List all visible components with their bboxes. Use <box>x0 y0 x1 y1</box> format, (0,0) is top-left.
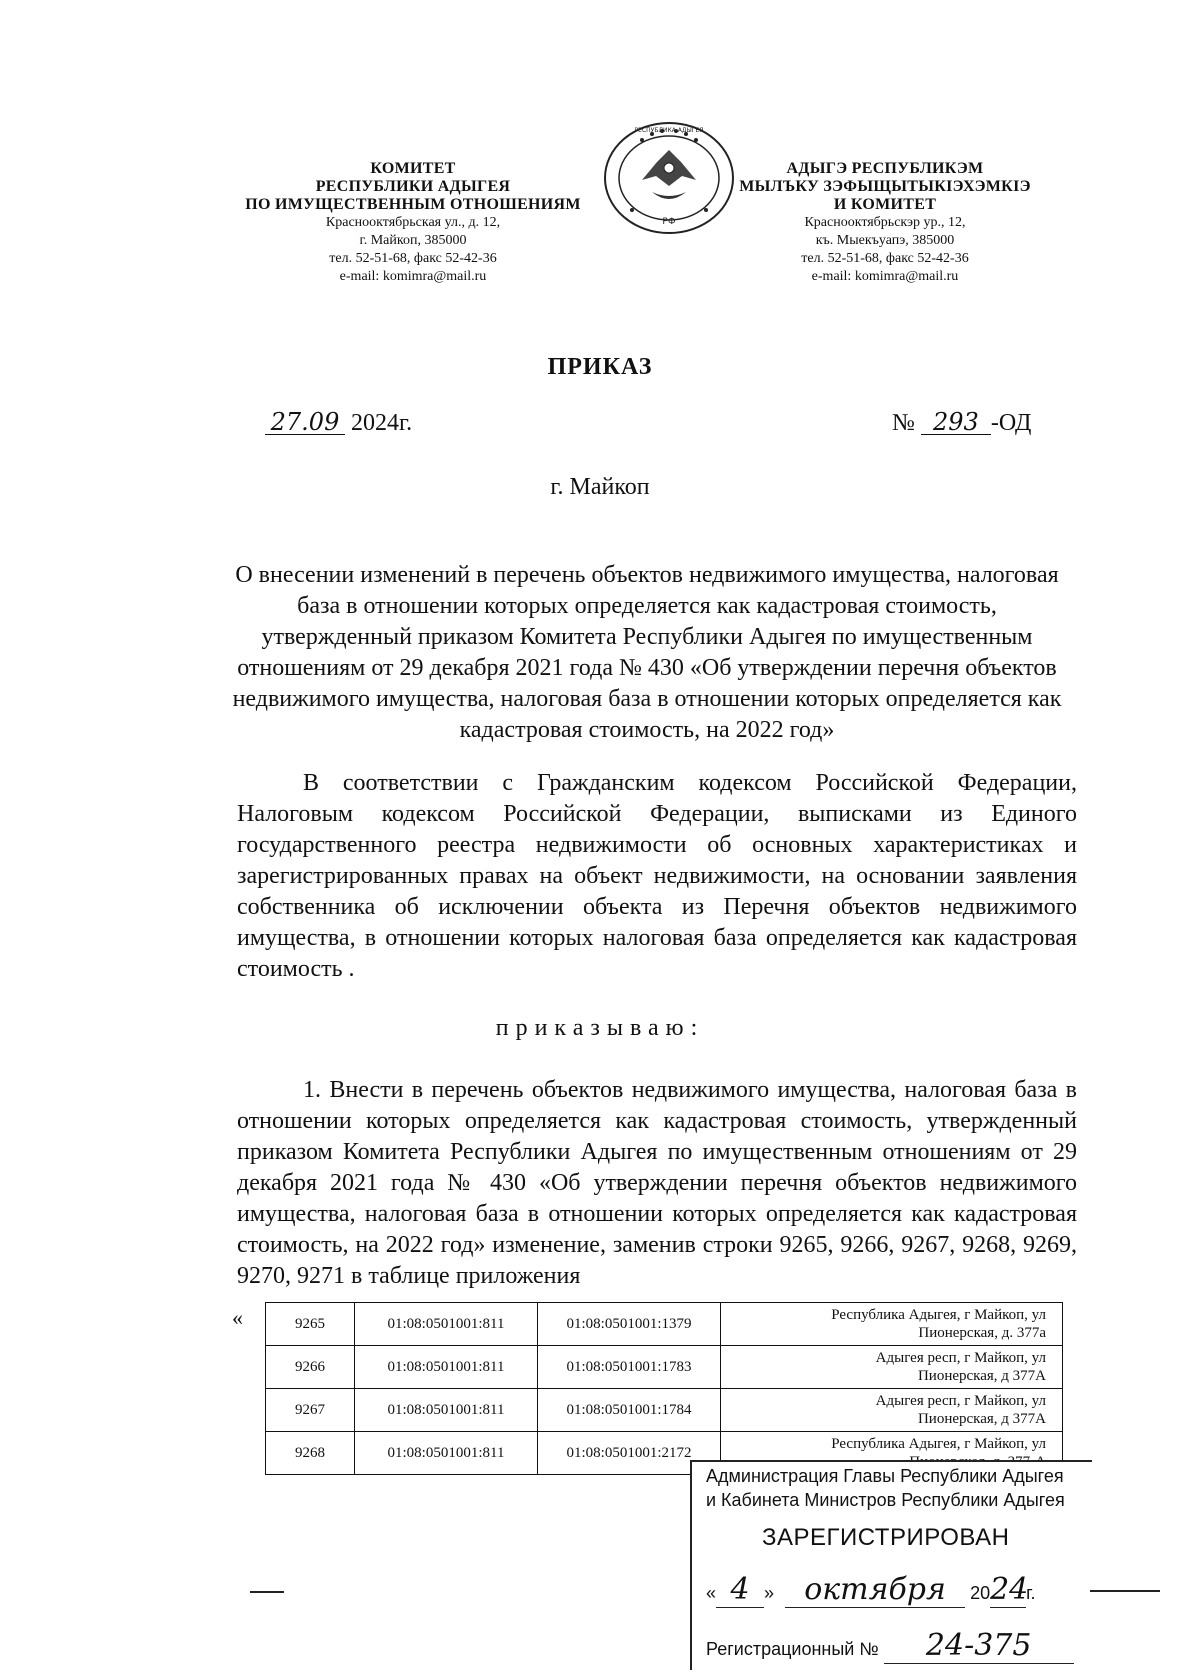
header-right <box>735 160 1035 286</box>
parent-cadastral-number: 01:08:0501001:811 <box>355 1346 538 1389</box>
object-address-line1: Адыгея респ, г Майкоп, ул <box>875 1350 1046 1366</box>
stamp-org-line1: Администрация Главы Республики Адыгея <box>706 1466 1064 1486</box>
row-number: 9267 <box>266 1389 355 1432</box>
table-row <box>266 1346 1063 1389</box>
header-left-address1: Краснооктябрьская ул., д. 12, <box>325 215 501 230</box>
parent-cadastral-number: 01:08:0501001:811 <box>355 1303 538 1346</box>
cadastral-number: 01:08:0501001:1783 <box>538 1346 721 1389</box>
quote-open: « <box>232 1305 243 1330</box>
stamp-year-prefix: 20 <box>970 1583 991 1603</box>
cadastral-number: 01:08:0501001:1379 <box>538 1303 721 1346</box>
stamp-year-suffix: г. <box>1026 1583 1036 1603</box>
cadastral-number: 01:08:0501001:1784 <box>538 1389 721 1432</box>
parent-cadastral-number: 01:08:0501001:811 <box>355 1432 538 1475</box>
stamp-day: 4 <box>716 1572 764 1608</box>
row-number: 9266 <box>266 1346 355 1389</box>
header-left <box>228 160 598 286</box>
stamp-month: октября <box>785 1572 965 1608</box>
adygea-emblem-icon <box>602 120 736 236</box>
document-title: ПРИКАЗ <box>547 354 653 380</box>
stamp-reg-value: 24-375 <box>884 1628 1074 1664</box>
header-right-address2: къ. Мыекъуапэ, 385000 <box>815 233 955 248</box>
header-left-line2: РЕСПУБЛИКИ АДЫГЕЯ <box>315 178 511 195</box>
stamp-registered: ЗАРЕГИСТРИРОВАН <box>762 1524 1010 1551</box>
parent-cadastral-number: 01:08:0501001:811 <box>355 1389 538 1432</box>
header-right-line2: МЫЛЪКУ ЗЭФЫЩЫТЫКIЭХЭМКIЭ <box>739 178 1031 195</box>
table-row <box>266 1389 1063 1432</box>
row-number: 9265 <box>266 1303 355 1346</box>
order-date <box>265 410 412 437</box>
object-address-line1: Адыгея респ, г Майкоп, ул <box>875 1393 1046 1409</box>
order-number-handwritten: 293 <box>921 410 991 435</box>
preamble-paragraph: В соответствии с Гражданским кодексом Российской Федерации, Налоговым кодексом Российской Федерации, выписками из Единого государственного реестра недвижимости об основных характеристиках и зарегистрированных правах на объект недвижимости, на основании заявления собственника об исключении объекта из Перечня объектов недвижимого имущества, в отношении которых налоговая база определяется как кадастровая стоимость . <box>237 770 1077 982</box>
order-date-handwritten: 27.09 <box>265 410 345 435</box>
object-address <box>721 1346 1063 1389</box>
header-left-email: e-mail: komimra@mail.ru <box>339 269 487 284</box>
object-address-line1: Республика Адыгея, г Майкоп, ул <box>831 1436 1046 1452</box>
emblem-text-bottom: РФ <box>662 217 676 227</box>
object-address-line1: Республика Адыгея, г Майкоп, ул <box>831 1307 1046 1323</box>
header-right-line1: АДЫГЭ РЕСПУБЛИКЭМ <box>786 160 984 177</box>
order-number-suffix: -ОД <box>990 410 1032 436</box>
registration-stamp <box>690 1460 1092 1670</box>
stamp-reg-number <box>706 1628 1074 1664</box>
divider-right <box>1090 1590 1160 1592</box>
header-left-address2: г. Майкоп, 385000 <box>359 233 467 248</box>
object-address <box>721 1389 1063 1432</box>
row-number: 9268 <box>266 1432 355 1475</box>
city: г. Майкоп <box>550 474 650 500</box>
header-left-line3: ПО ИМУЩЕСТВЕННЫМ ОТНОШЕНИЯМ <box>245 196 581 213</box>
objects-table <box>265 1302 1063 1475</box>
stamp-org-line2: и Кабинета Министров Республики Адыгея <box>706 1490 1065 1510</box>
stamp-reg-label: Регистрационный № <box>706 1639 879 1659</box>
header-right-line3: И КОМИТЕТ <box>833 196 937 213</box>
order-number <box>892 410 1031 437</box>
table-row <box>266 1303 1063 1346</box>
object-address-line2: Пионерская, д. 377а <box>918 1325 1046 1341</box>
object-address-line2: Пионерская, д 377А <box>917 1411 1046 1427</box>
cadastral-number: 01:08:0501001:2172 <box>538 1432 721 1475</box>
header-left-line1: КОМИТЕТ <box>370 160 456 177</box>
header-right-email: e-mail: komimra@mail.ru <box>811 269 959 284</box>
order-date-year: 2024г. <box>351 410 413 436</box>
order-subject: О внесении изменений в перечень объектов недвижимого имущества, налоговая база в отношении которых определяется как кадастровая стоимость, утвержденный приказом Комитета Республики Адыгея по имущественным отношениям от 29 декабря 2021 года № 430 «Об утверждении перечня объектов недвижимого имущества, налоговая база в отношении которых определяется как кадастровая стоимость, на 2022 год» <box>232 562 1062 743</box>
order-number-prefix: № <box>892 410 915 436</box>
header-left-phone: тел. 52-51-68, факс 52-42-36 <box>329 251 497 266</box>
item-1-paragraph: 1. Внести в перечень объектов недвижимого имущества, налоговая база в отношении которых определяется как кадастровая стоимость, утвержденный приказом Комитета Республики Адыгея по имущественным отношениям от 29 декабря 2021 года № 430 «Об утверждении перечня объектов недвижимого имущества, налоговая база в отношении которых определяется как кадастровая стоимость, на 2022 год» изменение, заменив строки 9265, 9266, 9267, 9268, 9269, 9270, 9271 в таблице приложения <box>237 1077 1077 1289</box>
divider-left <box>250 1591 284 1593</box>
stamp-date: « 4 » октября 2024г. <box>706 1572 1036 1607</box>
emblem-text-top: РЕСПУБЛИКА АДЫГЕЯ <box>634 127 704 134</box>
stamp-year: 24 <box>990 1572 1029 1607</box>
order-word: приказываю: <box>495 1015 705 1041</box>
header-right-address1: Краснооктябрьскэр ур., 12, <box>804 215 966 230</box>
object-address <box>721 1303 1063 1346</box>
object-address-line2: Пионерская, д 377А <box>917 1368 1046 1384</box>
header-right-phone: тел. 52-51-68, факс 52-42-36 <box>801 251 969 266</box>
